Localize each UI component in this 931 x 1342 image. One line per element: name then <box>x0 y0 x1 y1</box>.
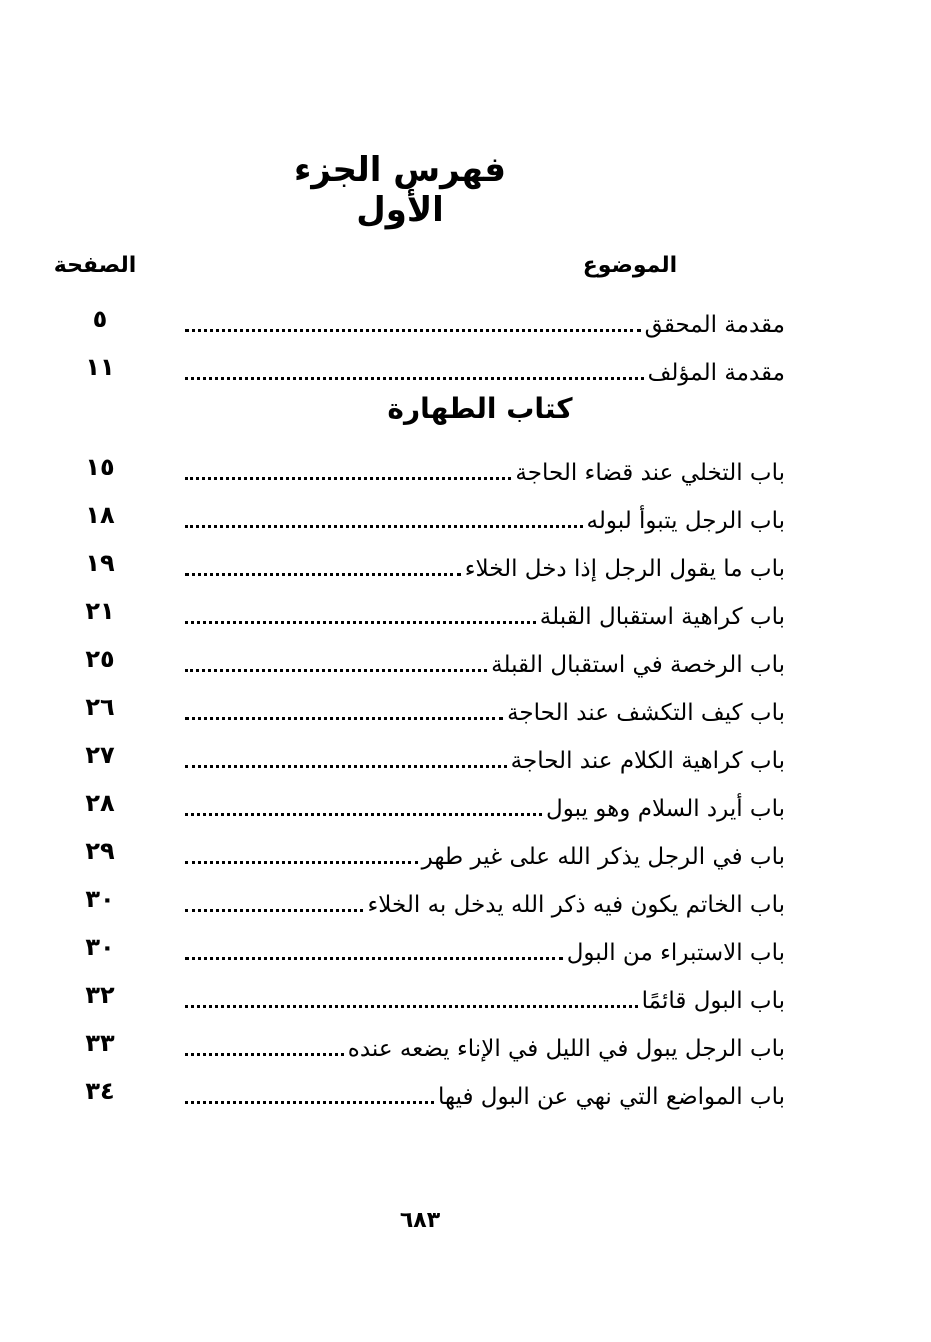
leader-dots <box>185 813 542 816</box>
leader-dots <box>185 573 461 576</box>
toc-entry-page: ٢٦ <box>85 693 115 721</box>
toc-entry-label: باب المواضع التي نهي عن البول فيها <box>437 1084 785 1110</box>
page-title: فهرس الجزء الأول <box>293 150 507 230</box>
toc-entry-label: باب الرجل يتبوأ لبوله <box>586 508 785 534</box>
toc-entry[interactable] <box>185 544 785 584</box>
topic-column-header: الموضوع <box>582 253 678 278</box>
toc-entry[interactable] <box>185 928 785 968</box>
toc-entry-page: ٣٠ <box>85 885 115 913</box>
toc-entry[interactable] <box>185 832 785 872</box>
toc-entry[interactable] <box>185 1072 785 1112</box>
toc-entry[interactable] <box>185 1024 785 1064</box>
leader-dots <box>185 957 563 960</box>
leader-dots <box>185 861 418 864</box>
toc-entry-page: ٣٠ <box>85 933 115 961</box>
toc-entry[interactable] <box>185 688 785 728</box>
toc-entry-label: مقدمة المؤلف <box>647 360 785 386</box>
toc-entry-page: ١٩ <box>85 549 115 577</box>
toc-entry-label: باب البول قائمًا <box>641 988 785 1014</box>
leader-dots <box>185 1101 434 1104</box>
leader-dots <box>185 765 507 768</box>
toc-entry-page: ٢٨ <box>85 789 115 817</box>
toc-entry[interactable] <box>185 300 785 340</box>
toc-entry-label: مقدمة المحقق <box>644 312 785 338</box>
section-heading: كتاب الطهارة <box>387 392 573 425</box>
toc-entry-page: ٣٢ <box>85 981 115 1009</box>
toc-entry[interactable] <box>185 592 785 632</box>
toc-entry-page: ٢٥ <box>85 645 115 673</box>
toc-entry-page: ٥ <box>92 305 108 333</box>
toc-entry-label: باب الاستبراء من البول <box>566 940 785 966</box>
toc-entry[interactable] <box>185 348 785 388</box>
leader-dots <box>185 1053 344 1056</box>
toc-entry-label: باب التخلي عند قضاء الحاجة <box>515 460 785 486</box>
toc-entry-label: باب كيف التكشف عند الحاجة <box>507 700 785 726</box>
page-number: ٦٨٣ <box>399 1208 441 1233</box>
leader-dots <box>185 477 511 480</box>
leader-dots <box>185 1005 638 1008</box>
toc-entry-page: ٣٤ <box>85 1077 115 1105</box>
toc-entry[interactable] <box>185 736 785 776</box>
leader-dots <box>185 909 363 912</box>
toc-entry[interactable] <box>185 784 785 824</box>
leader-dots <box>185 377 644 380</box>
toc-entry-page: ١٨ <box>85 501 115 529</box>
leader-dots <box>185 329 641 332</box>
toc-entry-label: باب كراهية الكلام عند الحاجة <box>510 748 785 774</box>
leader-dots <box>185 669 487 672</box>
leader-dots <box>185 621 536 624</box>
leader-dots <box>185 525 583 528</box>
toc-entry-page: ٢١ <box>85 597 115 625</box>
toc-entry[interactable] <box>185 976 785 1016</box>
toc-entry-page: ٣٣ <box>85 1029 115 1057</box>
toc-entry[interactable] <box>185 880 785 920</box>
page-column-header: الصفحة <box>53 253 137 278</box>
toc-entry-page: ١٥ <box>85 453 115 481</box>
toc-entry[interactable] <box>185 496 785 536</box>
toc-entry-label: باب الرخصة في استقبال القبلة <box>491 652 785 678</box>
toc-entry[interactable] <box>185 448 785 488</box>
toc-entry-label: باب ما يقول الرجل إذا دخل الخلاء <box>464 556 785 582</box>
toc-entry-label: باب أيرد السلام وهو يبول <box>546 796 785 822</box>
toc-entry-label: باب في الرجل يذكر الله على غير طهر <box>421 844 785 870</box>
toc-entry-label: باب الرجل يبول في الليل في الإناء يضعه عنده <box>347 1036 785 1062</box>
toc-entry-label: باب الخاتم يكون فيه ذكر الله يدخل به الخلاء <box>367 892 785 918</box>
leader-dots <box>185 717 503 720</box>
toc-entry-page: ١١ <box>85 353 115 381</box>
toc-entry-label: باب كراهية استقبال القبلة <box>539 604 785 630</box>
toc-entry[interactable] <box>185 640 785 680</box>
toc-entry-page: ٢٩ <box>85 837 115 865</box>
toc-entry-page: ٢٧ <box>85 741 115 769</box>
